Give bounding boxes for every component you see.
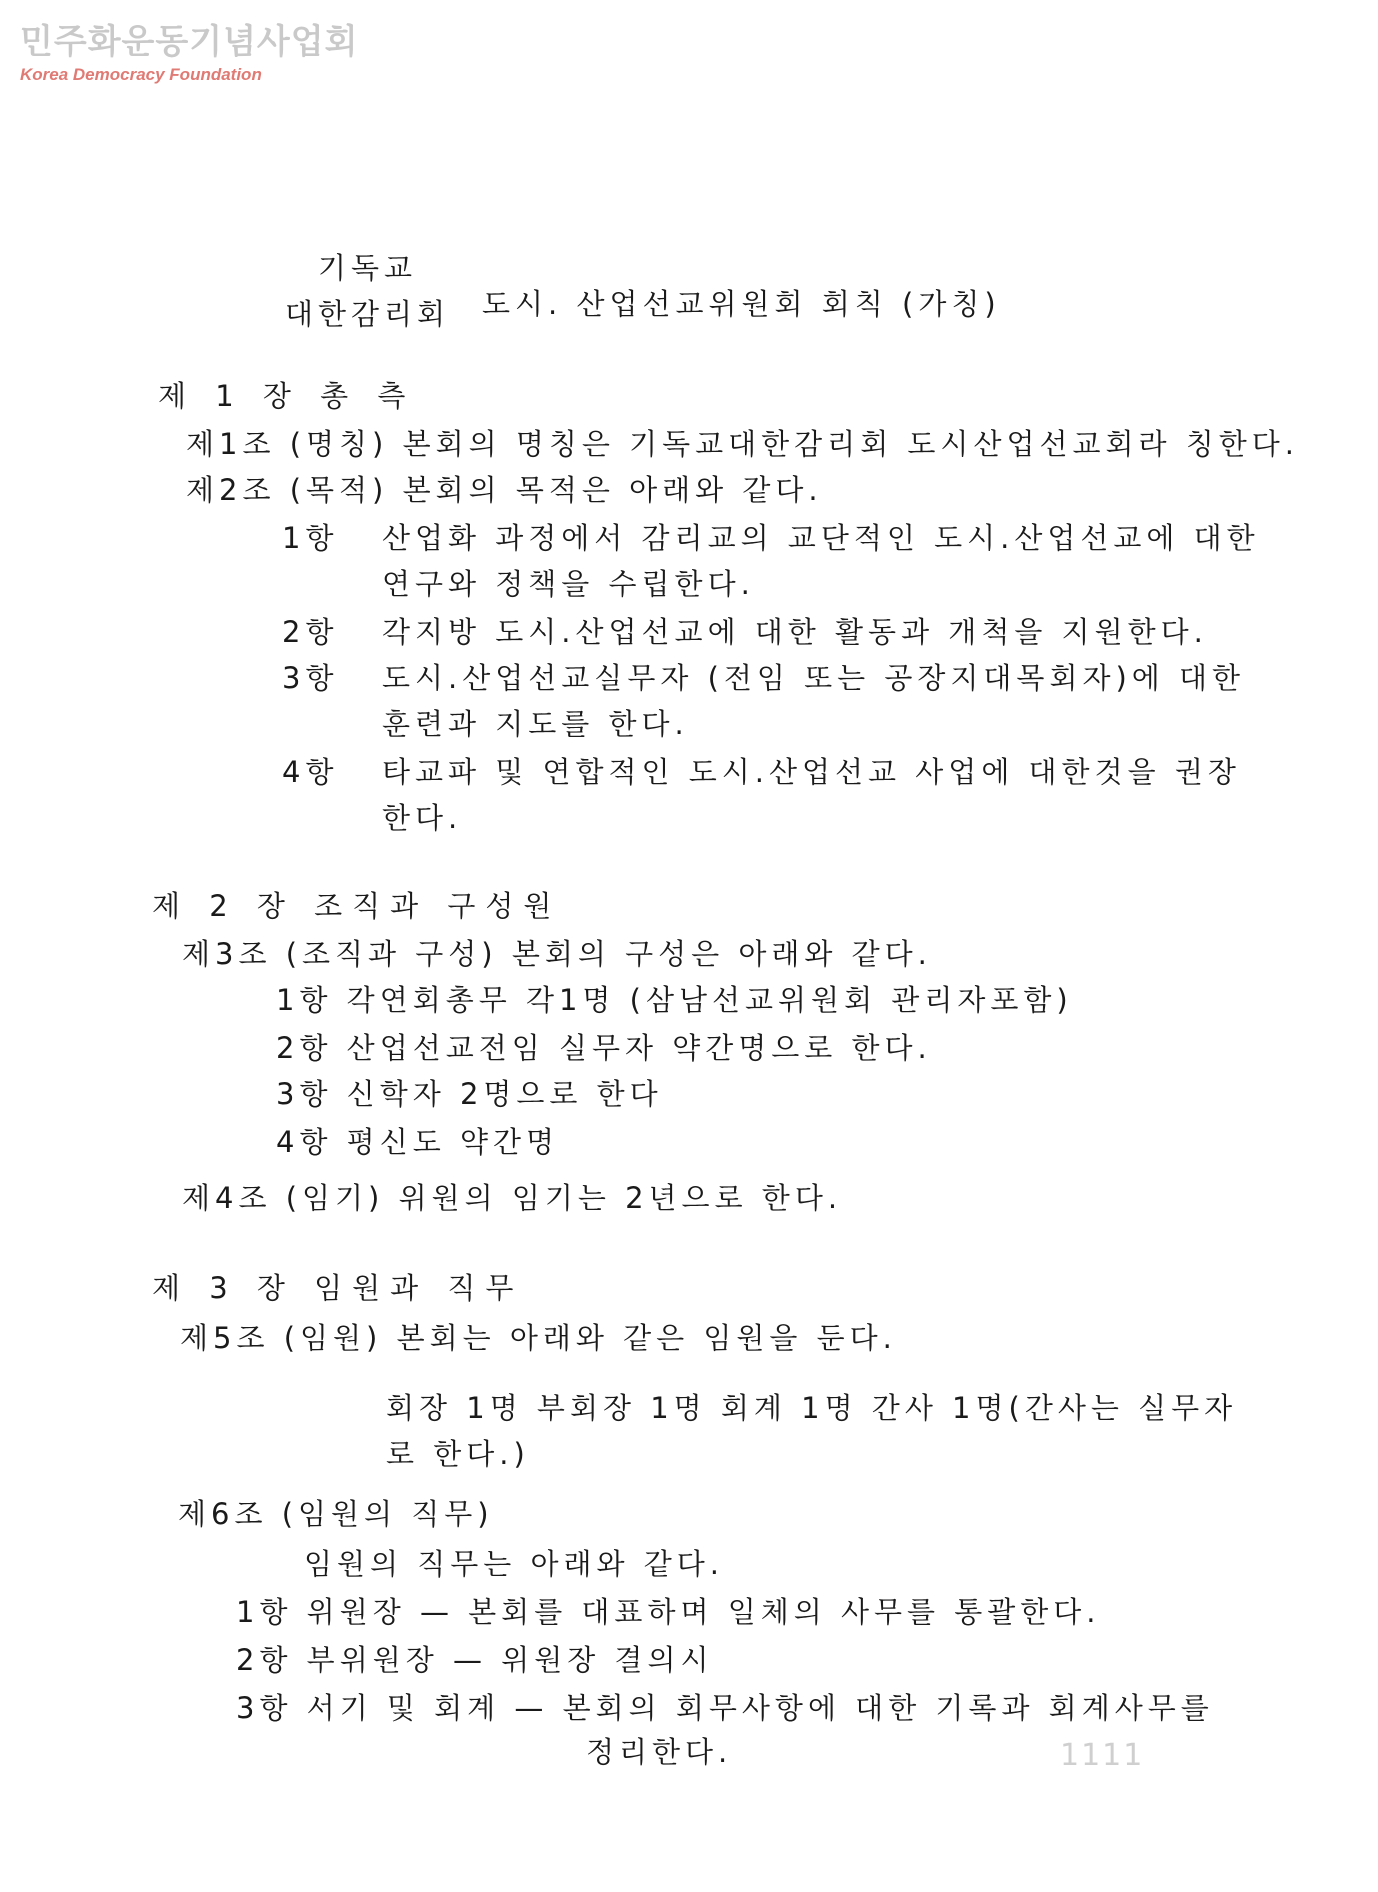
article-2-item-2-line-1: 각지방 도시.산업선교에 대한 활동과 개척을 지원한다. bbox=[382, 615, 1208, 649]
article-3-item-1: 1항 각연회총무 각1명 (삼남선교위원회 관리자포함) bbox=[276, 983, 1073, 1017]
article-6-item-2: 2항 부위원장 — 위원장 결의시 bbox=[236, 1643, 714, 1677]
document-title: 도시. 산업선교위원회 회칙 (가칭) bbox=[482, 287, 1001, 321]
article-5-officers-line-2: 로 한다.) bbox=[386, 1437, 530, 1471]
article-6-intro: 임원의 직무는 아래와 같다. bbox=[304, 1547, 725, 1581]
article-2-item-2-number: 2항 bbox=[282, 615, 339, 649]
article-6: 제6조 (임원의 직무) bbox=[178, 1497, 494, 1531]
article-2-item-3-line-2: 훈련과 지도를 한다. bbox=[382, 707, 689, 741]
article-2-item-3-number: 3항 bbox=[282, 661, 339, 695]
article-3-item-2: 2항 산업선교전임 실무자 약간명으로 한다. bbox=[276, 1031, 932, 1065]
logo-english-text: Korea Democracy Foundation bbox=[20, 65, 262, 84]
article-6-item-3-line-2: 정리한다. bbox=[586, 1735, 733, 1769]
article-2-item-1-line-1: 산업화 과정에서 감리교의 교단적인 도시.산업선교에 대한 bbox=[382, 521, 1260, 555]
article-4: 제4조 (임기) 위원의 임기는 2년으로 한다. bbox=[182, 1181, 843, 1215]
article-5: 제5조 (임원) 본회는 아래와 같은 임원을 둔다. bbox=[180, 1321, 897, 1355]
title-org-line1: 기독교 bbox=[318, 251, 418, 285]
article-3: 제3조 (조직과 구성) 본회의 구성은 아래와 같다. bbox=[182, 937, 932, 971]
article-6-item-1: 1항 위원장 — 본회를 대표하며 일체의 사무를 통괄한다. bbox=[236, 1595, 1101, 1629]
chapter-1-heading: 제 1 장 총 측 bbox=[158, 379, 416, 413]
article-2-item-4-line-1: 타교파 및 연합적인 도시.산업선교 사업에 대한것을 권장 bbox=[382, 755, 1241, 789]
article-2-item-4-line-2: 한다. bbox=[382, 801, 463, 835]
article-6-item-3: 3항 서기 및 회계 — 본회의 회무사항에 대한 기록과 회계사무를 bbox=[236, 1691, 1214, 1725]
chapter-3-heading: 제 3 장 임원과 직무 bbox=[152, 1271, 524, 1305]
article-2-item-1-line-2: 연구와 정책을 수립한다. bbox=[382, 567, 755, 601]
article-3-item-4: 4항 평신도 약간명 bbox=[276, 1125, 559, 1159]
article-2-item-3-line-1: 도시.산업선교실무자 (전임 또는 공장지대목회자)에 대한 bbox=[382, 661, 1246, 695]
article-3-item-3: 3항 신학자 2명으로 한다 bbox=[276, 1077, 663, 1111]
article-1: 제1조 (명칭) 본회의 명칭은 기독교대한감리회 도시산업선교회라 칭한다. bbox=[186, 427, 1300, 461]
faded-stamp: 1111 bbox=[1060, 1738, 1145, 1773]
title-org-line2: 대한감리회 bbox=[285, 297, 451, 331]
article-2: 제2조 (목적) 본회의 목적은 아래와 같다. bbox=[186, 473, 823, 507]
article-5-officers-line-1: 회장 1명 부회장 1명 회계 1명 간사 1명(간사는 실무자 bbox=[386, 1391, 1238, 1425]
chapter-2-heading: 제 2 장 조직과 구성원 bbox=[152, 889, 562, 923]
article-2-item-4-number: 4항 bbox=[282, 755, 339, 789]
article-2-item-1-number: 1항 bbox=[282, 521, 339, 555]
logo-korean-text: 민주화운동기념사업회 bbox=[20, 22, 359, 62]
